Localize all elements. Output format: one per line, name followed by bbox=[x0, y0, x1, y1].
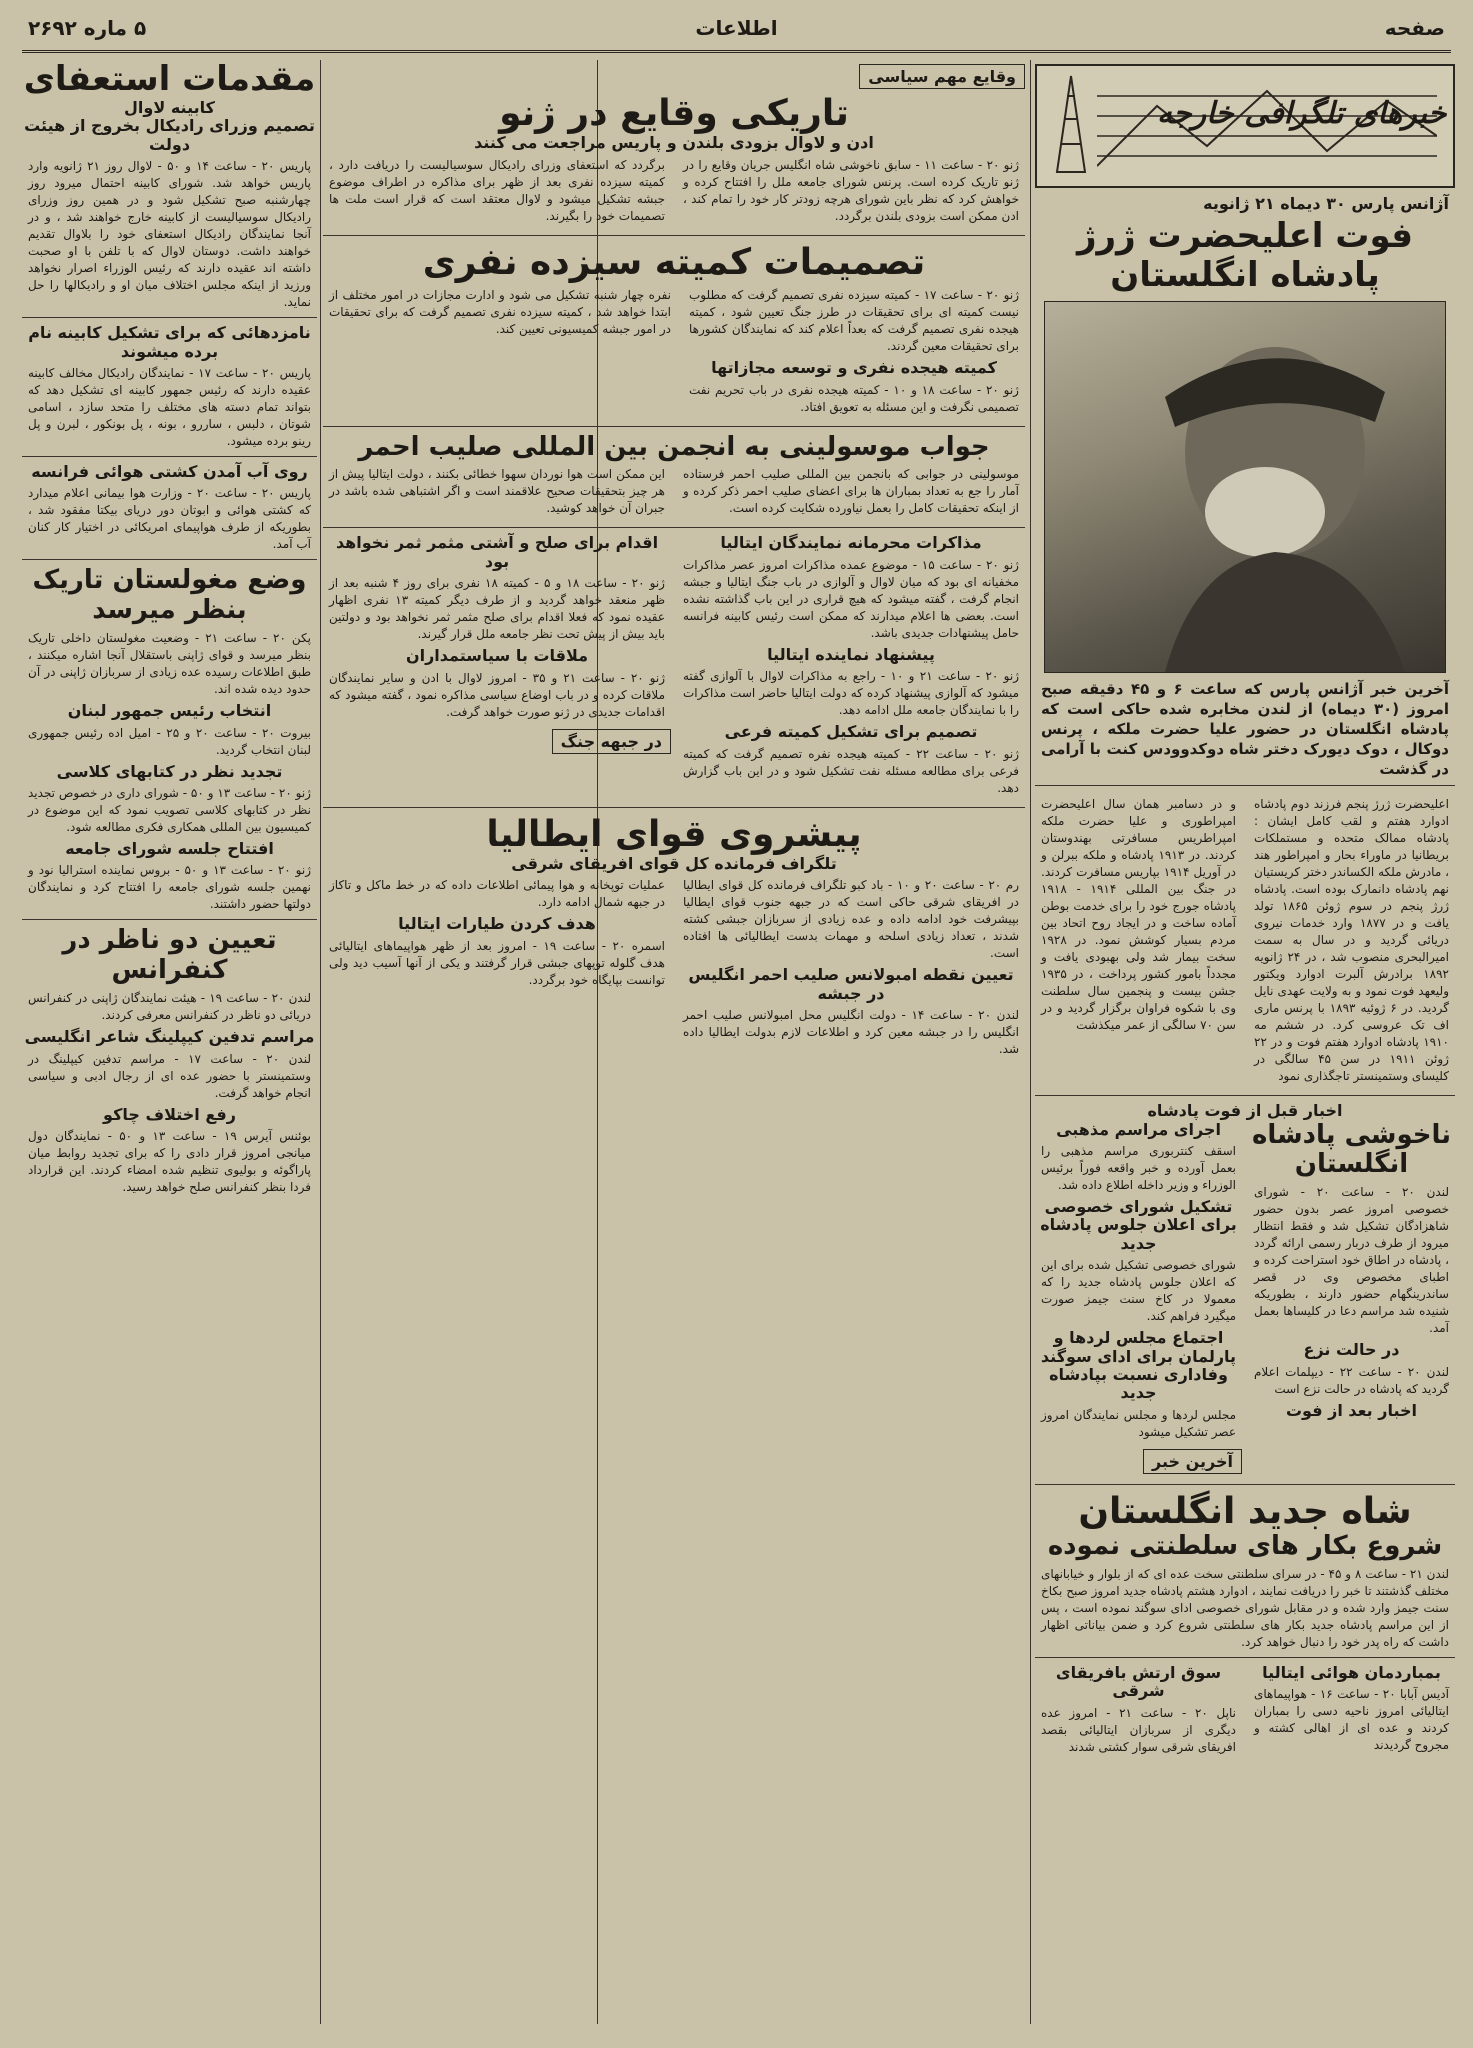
article-body: این ممکن است هوا نوردان سهوا خطائی بکنند ، دولت ایتالیا پیش از هر چیز بتحقیقات صحیح علاقمند است و اگر اشتباهی شده باشد در جبران آن خواهد کوشید. bbox=[329, 467, 665, 516]
subhead: سوق ارتش بافریقای شرقی bbox=[1055, 1662, 1222, 1701]
divider bbox=[1035, 1095, 1455, 1096]
article-body: پاریس ۲۰ - ساعت ۱۷ - نمایندگان رادیکال مخالف کابینه عقیده دارند که رئیس جمهور کابینه ای تشکیل دهد که بتواند تمام دسته های مختلف را متحد سازد ، اسامی شوتان ، دلبس ، ساررو ، بونه ، پل بونکور ، لبرن و پل رینو برده میشود. bbox=[28, 366, 311, 449]
article-body: موسولینی در جوابی که بانجمن بین المللی صلیب احمر فرستاده آمار را جع به تعداد بمباران ها برای اعضای صلیب احمر ذکر کرده و از اینکه تحقیقات کامل را بعمل نیاورده شکایت کرده است. bbox=[683, 467, 1019, 516]
article-body: ژنو ۲۰ - ساعت ۱۸ و ۵ - کمیته ۱۸ نفری برای روز ۴ شنبه بعد از ظهر منعقد خواهد گردید و از طرف دیگر کمیته ۱۳ نفری اظهار عقیده نمود که فعلا اقدام برای صلح مثمر ثمر نخواهد بود و دولتین باید بیش از پیش تحت نظر جامعه ملل قرار گیرند. bbox=[329, 576, 666, 642]
headline-mongolia: وضع مغولستان تاریک بنظر میرسد bbox=[32, 565, 307, 626]
article-body: ژنو ۲۰ - ساعت ۱۳ و ۵۰ - شورای داری در خصوص تجدید نظر در کتابهای کلاسی تصویب نمود که این موضوع در کمیسیون بین المللی همکاری فکری مطالعه شود. bbox=[28, 786, 311, 834]
issue-number: ۵ ماره ۲۶۹۲ bbox=[28, 16, 147, 40]
divider bbox=[323, 807, 1025, 808]
subhead: انتخاب رئیس جمهور لبنان bbox=[67, 701, 272, 721]
main-headline: فوت اعلیحضرت ژرژ پادشاه انگلستان bbox=[1076, 216, 1414, 296]
subhead: اجتماع مجلس لردها و پارلمان برای ادای سوگند وفاداری نسبت بپادشاه جدید bbox=[1040, 1328, 1237, 1403]
article-body: پاریس ۲۰ - ساعت ۲۰ - وزارت هوا بیمانی اعلام میدارد که کشتی هوائی و ابوتان دور دریای بیکتا مفقود شد ، بطوریکه از طرف هواپیمای امریکائی در اختیار کار کنان آب آمد. bbox=[28, 486, 311, 552]
section-kicker: وقایع مهم سیاسی bbox=[859, 64, 1025, 89]
subhead: کمیته هیجده نفری و توسعه مجازاتها bbox=[711, 358, 997, 378]
paper-name: اطلاعات bbox=[695, 16, 778, 40]
column-d bbox=[22, 60, 317, 2024]
headline-italian-advance: پیشروی قوای ایطالیا bbox=[486, 813, 862, 855]
subhead: تعیین نقطه امبولانس صلیب احمر انگلیس در جبشه bbox=[688, 965, 1014, 1003]
article-body: ژنو ۲۰ - ساعت ۱۷ - کمیته سیزده نفری تصمیم گرفت که مطلوب نیست کمیته ای برای تحقیقات در طرز جنگ تعیین شود ، کمیته هیجده نفری تصمیم گرفت که بعداً اعلام کند که نمایندگان کشورها برای تحقیقات معین گردند. bbox=[689, 288, 1019, 354]
article-body: لندن ۲۰ - ساعت ۲۲ - دیپلمات اعلام گردید که پادشاه در حالت نزع است bbox=[1254, 1364, 1450, 1396]
photo-caption: آخرین خبر آژانس پارس که ساعت ۶ و ۴۵ دقیقه صبح امروز (۳۰ دیماه) از لندن مخابره شده حاکی است که پادشاه انگلستان در حضور علیا حضرت ملکه ، پرنس دوکال ، دوک دیورک دختر شاه دوکدوودس کنت با آرامی در گذشت bbox=[1041, 680, 1450, 779]
divider bbox=[1035, 1657, 1455, 1658]
subhead: نامزدهائی که برای تشکیل کابینه نام برده میشوند bbox=[28, 323, 311, 361]
article-body: لندن ۲۰ - ساعت ۱۹ - هیئت نمایندگان ژاپنی در کنفرانس دریائی دو ناظر در کنفرانس معرفی کردند. bbox=[28, 991, 311, 1023]
king-portrait-photo bbox=[1044, 301, 1446, 673]
subhead: کابینه لاوال bbox=[124, 98, 215, 118]
article-body: ژنو ۲۰ - ساعت ۱۳ و ۵۰ - بروس نماینده استرالیا نود و نهمین جلسه شورای جامعه را افتتاح کرد و نمایندگان دولتها حضور داشتند. bbox=[28, 863, 311, 912]
subhead: اقدام برای صلح و آشتی مثمر ثمر نخواهد بود bbox=[335, 533, 659, 571]
war-front-tag: در جبهه جنگ bbox=[552, 729, 671, 754]
article-body: آدیس آبابا ۲۰ - ساعت ۱۶ - هواپیماهای ایتالیائی امروز ناحیه دسی را بمباران کردند و عده ای از اهالی کشته و مجروح گردیدند bbox=[1254, 1687, 1449, 1753]
headline-resignation: مقدمات استعفای bbox=[23, 60, 316, 99]
article-body: لندن ۲۰ - ساعت ۱۴ - دولت انگلیس محل امبولانس صلیب احمر انگلیس را در جبشه معین کرد و اطلاعات لازم بدولت ایطالیا داده شد. bbox=[683, 1008, 1019, 1057]
subhead: هدف کردن طیارات ایتالیا bbox=[398, 914, 596, 934]
dateline: آژانس پارس ۳۰ دیماه ۲۱ ژانویه bbox=[1203, 194, 1449, 213]
article-body: مجلس لردها و مجلس نمایندگان امروز عصر تشکیل میشود bbox=[1041, 1407, 1236, 1439]
headline-conference: تعیین دو ناظر در کنفرانس bbox=[62, 925, 277, 986]
subhead: تلگراف فرمانده کل قوای افریقای شرقی bbox=[511, 854, 837, 874]
headline-committee: تصمیمات کمیته سیزده نفری bbox=[422, 241, 926, 283]
banner-title: خبرهای تلگرافی خارجه bbox=[1157, 96, 1447, 131]
subhead: اخبار بعد از فوت bbox=[1285, 1400, 1418, 1420]
subhead: ناخوشی پادشاه انگلستان bbox=[1251, 1119, 1452, 1180]
article-body: لندن ۲۰ - ساعت ۱۷ - مراسم تدفین کیپلینگ در وستمینستر با حضور عده ای از رجال ادبی و سیاسی انجام خواهد گرفت. bbox=[28, 1051, 312, 1100]
divider bbox=[22, 317, 317, 318]
article-body: عملیات توپخانه و هوا پیمائی اطلاعات داده که در خط ماکل و تاکاز در جبهه شمال ادامه دارد. bbox=[329, 878, 665, 910]
article-body: بیروت ۲۰ - ساعت ۲۰ و ۲۵ - امیل اده رئیس جمهوری لبنان انتخاب گردید. bbox=[28, 725, 311, 757]
page-label: صفحه bbox=[1384, 16, 1445, 40]
divider bbox=[1035, 785, 1455, 786]
article-body: ژنو ۲۰ - ساعت ۲۱ و ۳۵ - امروز لاوال با ادن و سایر نمایندگان ملاقات کرده و در باب اوضاع سیاسی مذاکره نمود ، گفته میشود که اقدامات جدیدی در ژنو صورت خواهد گرفت. bbox=[329, 670, 665, 719]
headline-red-cross: جواب موسولینی به انجمن بین المللی صلیب احمر bbox=[358, 431, 990, 462]
latest-news-tag: آخرین خبر bbox=[1143, 1449, 1242, 1474]
subhead: ادن و لاوال بزودی بلندن و پاریس مراجعت می کنند bbox=[474, 133, 874, 153]
subhead: رفع اختلاف چاکو bbox=[103, 1104, 236, 1124]
subhead: مراسم تدفین کیپلینگ شاعر انگلیسی bbox=[24, 1027, 315, 1047]
new-king-headline: شاه جدید انگلستان bbox=[1078, 1490, 1412, 1532]
column-rule bbox=[320, 60, 321, 2024]
article-body: ژنو ۲۰ - ساعت ۱۱ - سابق ناخوشی شاه انگلیس جریان وقایع را در ژنو تاریک کرده است. پرنس شورای جامعه ملل را افتتاح کرده و خواهش کرد که نظر باین شورای هرچه زودتر کار خود را تمام کند ، ادن ممکن است بزودی بلندن برگردد. bbox=[683, 157, 1020, 223]
divider bbox=[323, 426, 1025, 427]
subhead: مذاکرات محرمانه نمایندگان ایتالیا bbox=[720, 533, 982, 553]
biography-text: و در دسامبر همان سال اعلیحضرت امپراطوری و علیا حضرت ملکه امپراطریس مسافرتی بهندوستان کردند. در ۱۹۱۳ پادشاه و ملکه ببرلن و در آوریل ۱۹۱۴ بپاریس مسافرت کردند. در جنگ بین المللی ۱۹۱۴ - ۱۹۱۸ پادشاه جورج خود را برای خدمت بوطن آماده ساخت و در ایجاد روح اتحاد بین مردم بسیار کوشش نمود. در ۱۹۲۸ سخت بیمار شد ولی بهبودی یافت و مجدداً بامور کشور پرداخت ، در ۱۹۳۵ جشن بیست و پنجمین سال سلطنت وی با شکوه فراوان برگزار گردید و در سن ۷۰ سالگی از عمر میکذشت bbox=[1041, 797, 1236, 1033]
portrait-icon bbox=[1045, 302, 1445, 672]
subhead: افتتاح جلسه شورای جامعه bbox=[65, 839, 274, 858]
article-body: اسمره ۲۰ - ساعت ۱۹ - امروز بعد از ظهر هواپیماهای ایتالیائی هدف گلوله توپهای جبشی قرار گرفتند و یکی از آنها آسیب دید ولی توانست بپایگاه خود برگردد. bbox=[329, 938, 665, 987]
column-rule bbox=[1030, 60, 1031, 2024]
article-body: ژنو ۲۰ - ساعت ۲۲ - کمیته هیجده نفره تصمیم گرفت که کمیته فرعی برای مطالعه مسئله نفت تشکیل شود و در این باب گزارش دهد. bbox=[683, 746, 1020, 795]
article-body: برگردد که استعفای وزرای رادیکال سوسیالیست را دریافت دارد ، کمیته سیزده نفری بعد از ظهر برای مذاکره در اطراف موضوع جبشه تشکیل میشود و لاوال معتقد است که قرار است ملت ها تصمیمات خود را بگیرند. bbox=[329, 157, 665, 223]
biography-text: اعلیحضرت ژرژ پنجم فرزند دوم پادشاه ادوارد هفتم و لقب کامل ایشان : پادشاه ممالک متحده و مستملکات بریطانیا در ماوراء بحار و امپراطور هند ، مادرش ملکه الکساندر دختر کریستیان نهم پادشاه دانمارک بوده است. پادشاه ژرژ پنجم در سوم ژوئن ۱۸۶۵ تولد یافت و در ۱۸۷۷ وارد خدمات نیروی دریائی گردید و در سال به سمت امیرالبحری منصوب شد ، در ۲۴ ژانویه ۱۸۹۲ برادرش آلبرت ادوارد ویکتور ولیعهد فوت نمود و به ولایت عهدی نایل گردید. در ۶ ژوئیه ۱۸۹۳ با پرنس ماری اف تک عروسی کرد. در ششم مه ۱۹۱۰ پادشاه ادوارد هفتم فوت و در ۲۲ ژوئن ۱۹۱۱ در سن ۴۵ سالگی در کلیسای وستمینستر تاجگذاری نمود bbox=[1254, 797, 1450, 1084]
divider bbox=[22, 456, 317, 457]
subhead: پیشنهاد نماینده ایتالیا bbox=[767, 644, 935, 664]
subhead: تجدید نظر در کتابهای کلاسی bbox=[56, 761, 283, 781]
subhead: ملاقات با سیاستمداران bbox=[405, 646, 589, 666]
divider bbox=[323, 527, 1025, 528]
article-body: اسقف کنتربوری مراسم مذهبی را بعمل آورده و خبر واقعه فوراً برئیس الوزراء و وزیر داخله اطلاع داده شد. bbox=[1041, 1143, 1236, 1192]
article-body: بوئنس آیرس ۱۹ - ساعت ۱۳ و ۵۰ - نمایندگان دول میانجی امروز قرار دادی را که برای تجدید روابط میان پاراگوئه و بولیوی تنظیم شده امضاء کردند. این قرارداد فردا بنظر کنفرانس صلح خواهد رسید. bbox=[28, 1128, 311, 1194]
new-king-subhead: شروع بکار های سلطنتی نموده bbox=[1047, 1531, 1443, 1562]
article-body: شورای خصوصی تشکیل شده برای این که اعلان جلوس پادشاه جدید را که معمولا در کاخ سنت جیمز صورت میگیرد فراهم کند. bbox=[1041, 1258, 1236, 1324]
article-body: ناپل ۲۰ - ساعت ۲۱ - امروز عده دیگری از سربازان ایتالیائی بقصد افریقای شرقی سوار کشتی شدند bbox=[1041, 1705, 1236, 1754]
article-body: لندن ۲۰ - ساعت ۲۰ - شورای خصوصی امروز عصر بدون حضور شاهزادگان تشکیل شد و فقط انتظار میرود از طرف دربار رسمی ارائه گردد ، پادشاه در اطاق خود استراحت کرده و اطبای مخصوص وی در قصر ساندرینگهام حضور دارند ، بطوریکه شنیده شد مراسم دعا در کلیساها بعمل آمد. bbox=[1254, 1185, 1450, 1336]
column-politics bbox=[323, 60, 1025, 2024]
article-body: نفره چهار شنبه تشکیل می شود و ادارت مجازات در امور مختلف از ابتدا خواهد شد ، کمیته سیزده نفری تصمیم گرفت که برای تحقیقات در امور جبشه کمیسیونی تعیین کند. bbox=[329, 288, 671, 337]
article-body: رم ۲۰ - ساعت ۲۰ و ۱۰ - باد کبو تلگراف فرمانده کل قوای ایطالیا در افریقای شرقی حاکی است که در جبهه جنوب قوای ایطالیا بپیشرفت خود ادامه داده و عده زیادی از سربازان جبشی کشته شدند ، تعداد زیادی اسلحه و مهمات بدست ایطالیائی ها افتاده است. bbox=[683, 878, 1019, 961]
divider bbox=[22, 559, 317, 560]
divider bbox=[323, 235, 1025, 236]
foreign-news-banner bbox=[1035, 64, 1455, 188]
article-body: لندن ۲۱ - ساعت ۸ و ۴۵ - در سرای سلطنتی سخت عده ای که از بلوار و خیابانهای مختلف گذشتند تا خبر را دریافت نمایند ، ادوارد هشتم پادشاه جدید امروز صبح بکاخ سنت جیمز وارد شده و در مقابل شورای خصوصی ادای سوگند نموده است ، پس از این مراسم پادشاه جدید بکار های سلطنتی شروع کرد و ضمن بیاناتی اظهار داشت که راه پدر خود را دنبال خواهد کرد. bbox=[1041, 1566, 1450, 1649]
column-a bbox=[1035, 60, 1455, 2024]
article-body: ژنو ۲۰ - ساعت ۱۸ و ۱۰ - کمیته هیجده نفری در باب تحریم نفت تصمیمی نگرفت و این مسئله به تعویق افتاد. bbox=[689, 382, 1019, 414]
subhead: تصمیم برای تشکیل کمیته فرعی bbox=[724, 722, 978, 742]
masthead bbox=[22, 10, 1451, 53]
subhead: بمباردمان هوائی ایتالیا bbox=[1262, 1662, 1441, 1682]
article-body: پکن ۲۰ - ساعت ۲۱ - وضعیت مغولستان داخلی تاریک بنظر میرسد و قوای ژاپنی باستقلال آنجا اشاره میکنند ، طبق اطلاعات رسیده عده زیادی از سربازان ژاپنی در آن حدود دیده شده اند. bbox=[28, 631, 312, 697]
subhead: در حالت نزع bbox=[1303, 1340, 1400, 1360]
subhead: تصمیم وزرای رادیکال بخروج از هیئت دولت bbox=[24, 116, 315, 154]
article-body: پاریس ۲۰ - ساعت ۱۴ و ۵۰ - لاوال روز ۲۱ ژانویه وارد پاریس خواهد شد. شورای کابینه احتمال میرود روز چهارشنبه صبح تشکیل شود و در همین روز وزرای رادیکال سوسیالیست از کابینه خارج خواهند شد ، و در آنجا نمایندگان رادیکال استعفای خود را بلاوال تقدیم خواهند داشت. دوستان لاوال که با تلفن با او صحبت داشته اند عقیده دارند که رئیس الوزراء اصرار نخواهد ورزید از اینکه مجلس اختلاف میان او و رادیکالها را حل نماید. bbox=[28, 159, 311, 310]
section-title: اخبار قبل از فوت پادشاه bbox=[1147, 1101, 1343, 1121]
divider bbox=[22, 919, 317, 920]
subhead: اجرای مراسم مذهبی bbox=[1056, 1119, 1221, 1139]
radio-tower-icon bbox=[1051, 74, 1091, 174]
headline-geneva: تاریکی وقایع در ژنو bbox=[499, 93, 849, 134]
divider bbox=[1035, 1484, 1455, 1485]
article-body: ژنو ۲۰ - ساعت ۱۵ - موضوع عمده مذاکرات امروز عصر مذاکرات مخفیانه ای بود که میان لاوال و آلوازی در باب جنگ ایتالیا و جبشه انجام گرفت ، گفته میشود که هیچ قراری در این باب گذاشته نشده است. بعضی ها اعلام میدارند که ممکن است رئیس کابینه فرانسه حامل پیشنهادات جدیدی باشد. bbox=[683, 557, 1019, 640]
subhead: تشکیل شورای خصوصی برای اعلان جلوس پادشاه جدید bbox=[1040, 1196, 1237, 1253]
subhead: روی آب آمدن کشتی هوائی فرانسه bbox=[31, 462, 308, 482]
article-body: ژنو ۲۰ - ساعت ۲۱ و ۱۰ - راجع به مذاکرات لاوال با آلوازی گفته میشود که آلوازی پیشنهاد کرده که دولت ایتالیا حاضر است مذاکرات را با نمایندگان جامعه ملل ادامه دهد. bbox=[683, 669, 1019, 718]
